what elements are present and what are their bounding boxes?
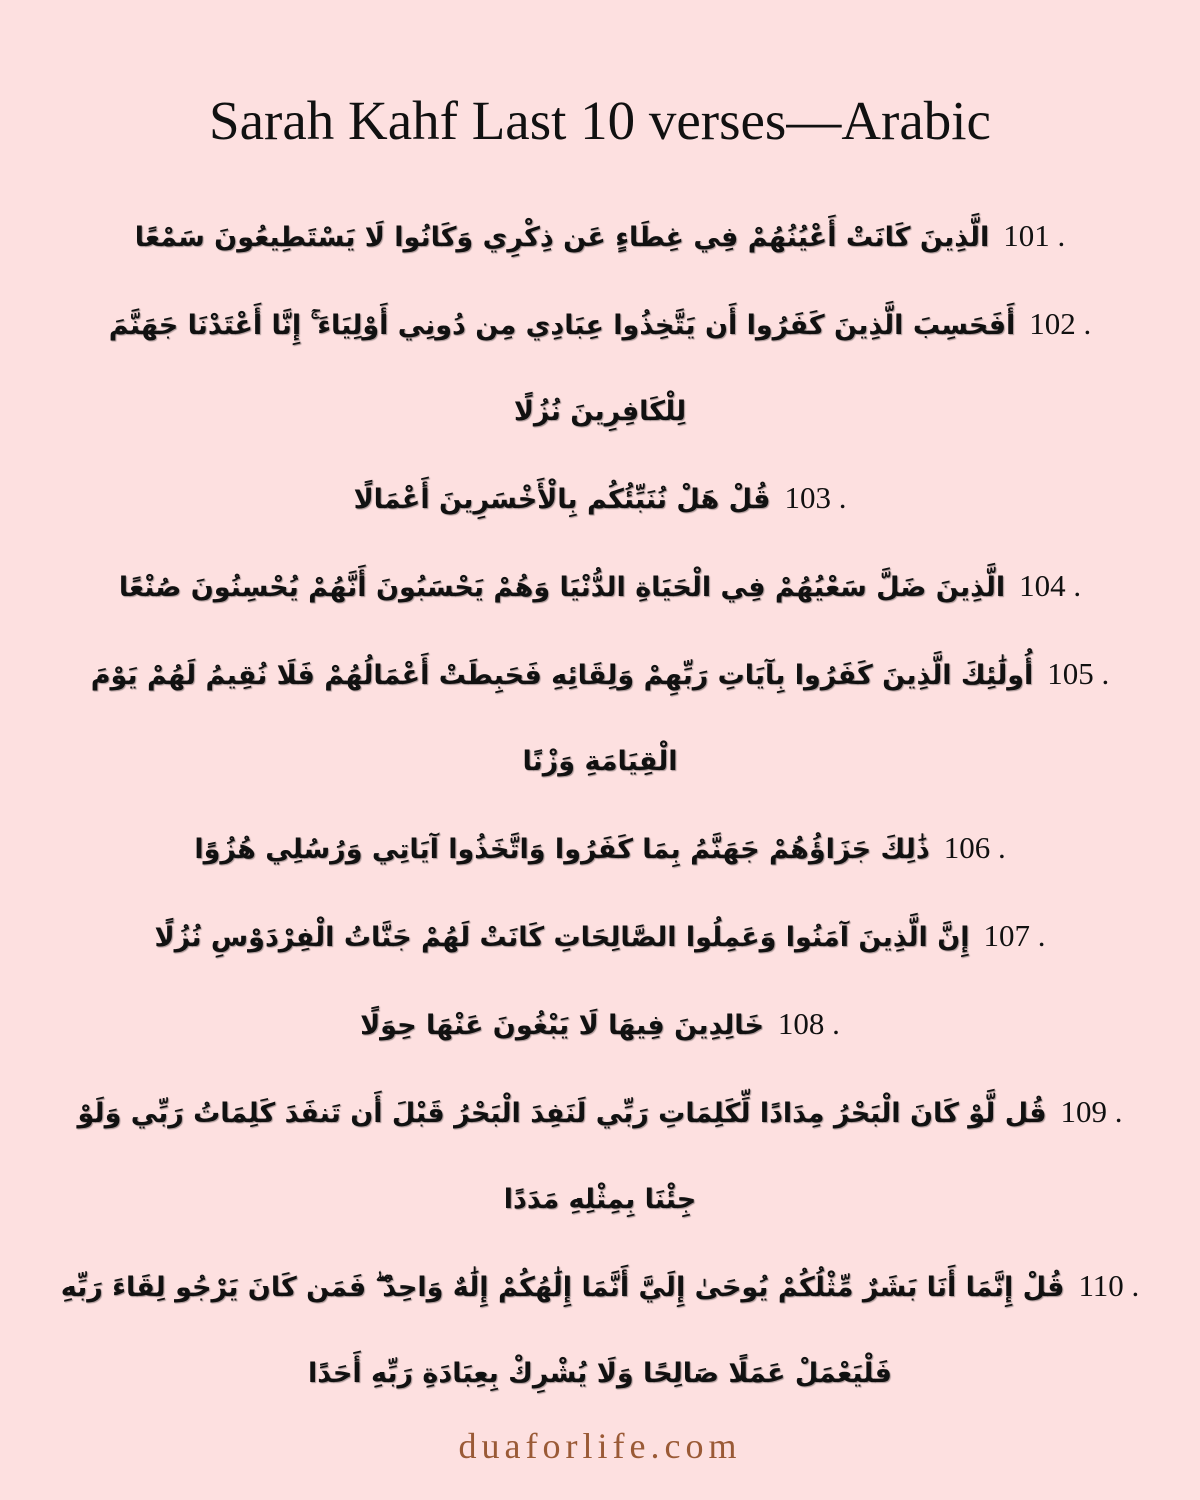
verse-number: 104 . [1019,568,1082,603]
verse-text: خَالِدِينَ فِيهَا لَا يَبْغُونَ عَنْهَا حِوَلًا [360,1010,764,1041]
verse-106 [50,805,1150,893]
verse-text: الَّذِينَ ضَلَّ سَعْيُهُمْ فِي الْحَيَاةِ الدُّنْيَا وَهُمْ يَحْسَبُونَ أَنَّهُمْ يُحْسِنُونَ صُنْعًا [118,572,1006,603]
verse-text: ذَٰلِكَ جَزَاؤُهُمْ جَهَنَّمُ بِمَا كَفَرُوا وَاتَّخَذُوا آيَاتِي وَرُسُلِي هُزُوًا [194,834,930,865]
verse-104 [50,543,1150,631]
verse-text: إِنَّ الَّذِينَ آمَنُوا وَعَمِلُوا الصَّالِحَاتِ كَانَتْ لَهُمْ جَنَّاتُ الْفِرْدَوْسِ نُزُلًا [154,922,970,953]
verse-number: 102 . [1029,306,1092,341]
verse-number: 103 . [784,480,847,515]
verse-text: قُلْ هَلْ نُنَبِّئُكُم بِالْأَخْسَرِينَ أَعْمَالًا [353,484,771,515]
verse-text: أُولَٰئِكَ الَّذِينَ كَفَرُوا بِآيَاتِ رَبِّهِمْ وَلِقَائِهِ فَحَبِطَتْ أَعْمَالُهُمْ فَلَا نُقِيمُ لَهُمْ يَوْمَ الْقِيَامَةِ وَزْنًا [90,660,1034,777]
verse-103 [50,455,1150,543]
verse-109 [50,1069,1150,1243]
verse-list [50,193,1150,1417]
verse-105 [50,631,1150,805]
verse-107 [50,893,1150,981]
verse-number: 110 . [1078,1268,1140,1303]
verse-110 [50,1243,1150,1417]
verse-number: 101 . [1003,218,1066,253]
verse-text: الَّذِينَ كَانَتْ أَعْيُنُهُمْ فِي غِطَاءٍ عَن ذِكْرِي وَكَانُوا لَا يَسْتَطِيعُونَ سَمْعًا [134,222,990,253]
verse-number: 105 . [1047,656,1110,691]
verse-number: 107 . [983,918,1046,953]
verse-text: قُلْ إِنَّمَا أَنَا بَشَرٌ مِّثْلُكُمْ يُوحَىٰ إِلَيَّ أَنَّمَا إِلَٰهُكُمْ إِلَٰهٌ وَاحِدٌ ۖ فَمَن كَانَ يَرْجُو لِقَاءَ رَبِّهِ فَلْيَعْمَلْ عَمَلًا صَالِحًا وَلَا يُشْرِكْ بِعِبَادَةِ رَبِّهِ أَحَدًا [60,1272,1065,1389]
verse-108 [50,981,1150,1069]
verse-number: 109 . [1060,1094,1123,1129]
verse-text: قُل لَّوْ كَانَ الْبَحْرُ مِدَادًا لِّكَلِمَاتِ رَبِّي لَنَفِدَ الْبَحْرُ قَبْلَ أَن تَنفَدَ كَلِمَاتُ رَبِّي وَلَوْ جِئْنَا بِمِثْلِهِ مَدَدًا [77,1098,1047,1215]
verse-number: 108 . [777,1006,840,1041]
verse-number: 106 . [943,830,1006,865]
page-title: Sarah Kahf Last 10 verses—Arabic [209,90,991,151]
verse-102 [50,281,1150,455]
verse-text: أَفَحَسِبَ الَّذِينَ كَفَرُوا أَن يَتَّخِذُوا عِبَادِي مِن دُونِي أَوْلِيَاءَ ۚ إِنَّا أَعْتَدْنَا جَهَنَّمَ لِلْكَافِرِينَ نُزُلًا [108,310,1016,427]
verse-101 [50,193,1150,281]
site-watermark: duaforlife.com [458,1426,742,1466]
